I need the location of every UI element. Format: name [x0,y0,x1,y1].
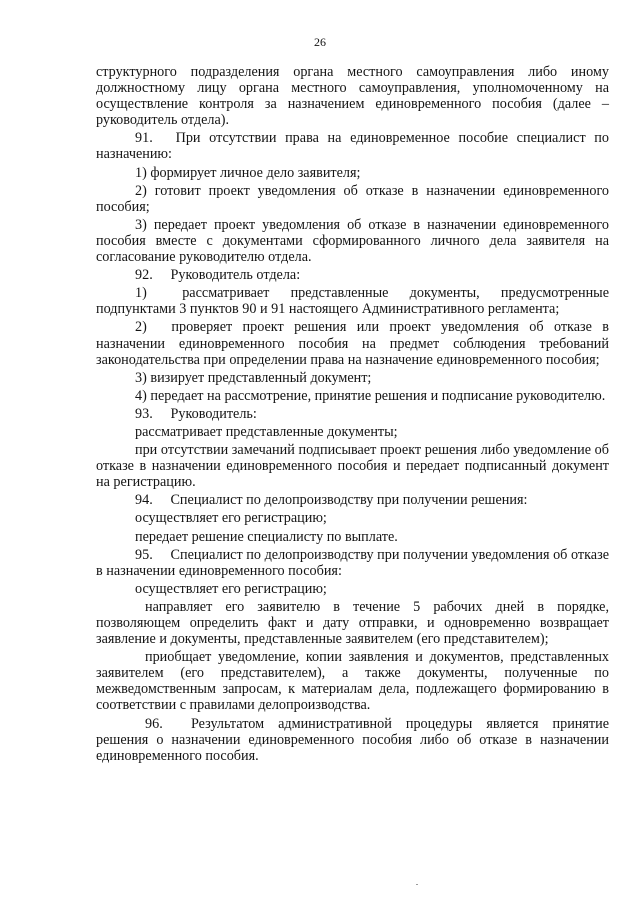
paragraph-92-sub-4: 4) передает на рассмотрение, принятие решения и подписание руководителю. [135,387,606,404]
paragraph-item-92: 92. Руководитель отдела: [135,267,301,284]
document-body [96,64,609,764]
paragraph-item-95: 95. Специалист по делопроизводству при получении уведомления об отказе в назначении единовременного пособия: [96,546,609,579]
paragraph-item-96: 96. Результатом административной процедуры является принятие решения о назначении единовременного пособия либо об отказе в назначении единовременного пособия. [96,715,609,764]
scan-speck [416,884,418,885]
paragraph-91-sub-1: 1) формирует личное дело заявителя; [135,164,361,181]
paragraph-95-action-3: приобщает уведомление, копии заявления и документов, представленных заявителем (его представителем), а также документы, полученные по межведомственным запросам, к материалам дела, подлежащего формированию в соответствии с правилами делопроизводства. [96,649,609,714]
paragraph-95-action-1: осуществляет его регистрацию; [135,580,327,597]
paragraph-93-action-2: при отсутствии замечаний подписывает проект решения либо уведомление об отказе в назначении единовременного пособия и передает подписанный документ на регистрацию. [96,442,609,491]
paragraph-continuation: структурного подразделения органа местного самоуправления либо иному должностному лицу органа местного самоуправления, уполномоченному на осуществление контроля за назначением единовременного пособия (далее – руководитель отдела). [96,64,609,129]
paragraph-91-sub-3: 3) передает проект уведомления об отказе в назначении единовременного пособия вместе с документами сформированного личного дела заявителя на согласование руководителю отдела. [96,216,609,266]
paragraph-item-93: 93. Руководитель: [135,405,257,422]
paragraph-94-action-1: осуществляет его регистрацию; [135,510,327,527]
paragraph-92-sub-1: 1) рассматривает представленные документы, предусмотренные подпунктами 3 пунктов 90 и 91 настоящего Административного регламента; [96,285,609,318]
paragraph-item-91: 91. При отсутствии права на единовременное пособие специалист по назначению: [96,130,609,163]
paragraph-94-action-2: передает решение специалисту по выплате. [135,528,398,545]
paragraph-93-action-1: рассматривает представленные документы; [135,423,398,440]
paragraph-item-94: 94. Специалист по делопроизводству при получении решения: [135,492,528,509]
paragraph-92-sub-2: 2) проверяет проект решения или проект уведомления об отказе в назначении единовременного пособия на предмет соблюдения требований законодательства при определении права на назначение единовременного пособия; [96,319,609,368]
paragraph-91-sub-2: 2) готовит проект уведомления об отказе в назначении единовременного пособия; [96,182,609,215]
paragraph-95-action-2: направляет его заявителю в течение 5 рабочих дней в порядке, позволяющем определить факт и дату отправки, и одновременно возвращает заявление и документы, представленные заявителем (его представителем); [96,598,609,648]
paragraph-92-sub-3: 3) визирует представленный документ; [135,369,372,386]
page-number: 26 [314,35,326,49]
